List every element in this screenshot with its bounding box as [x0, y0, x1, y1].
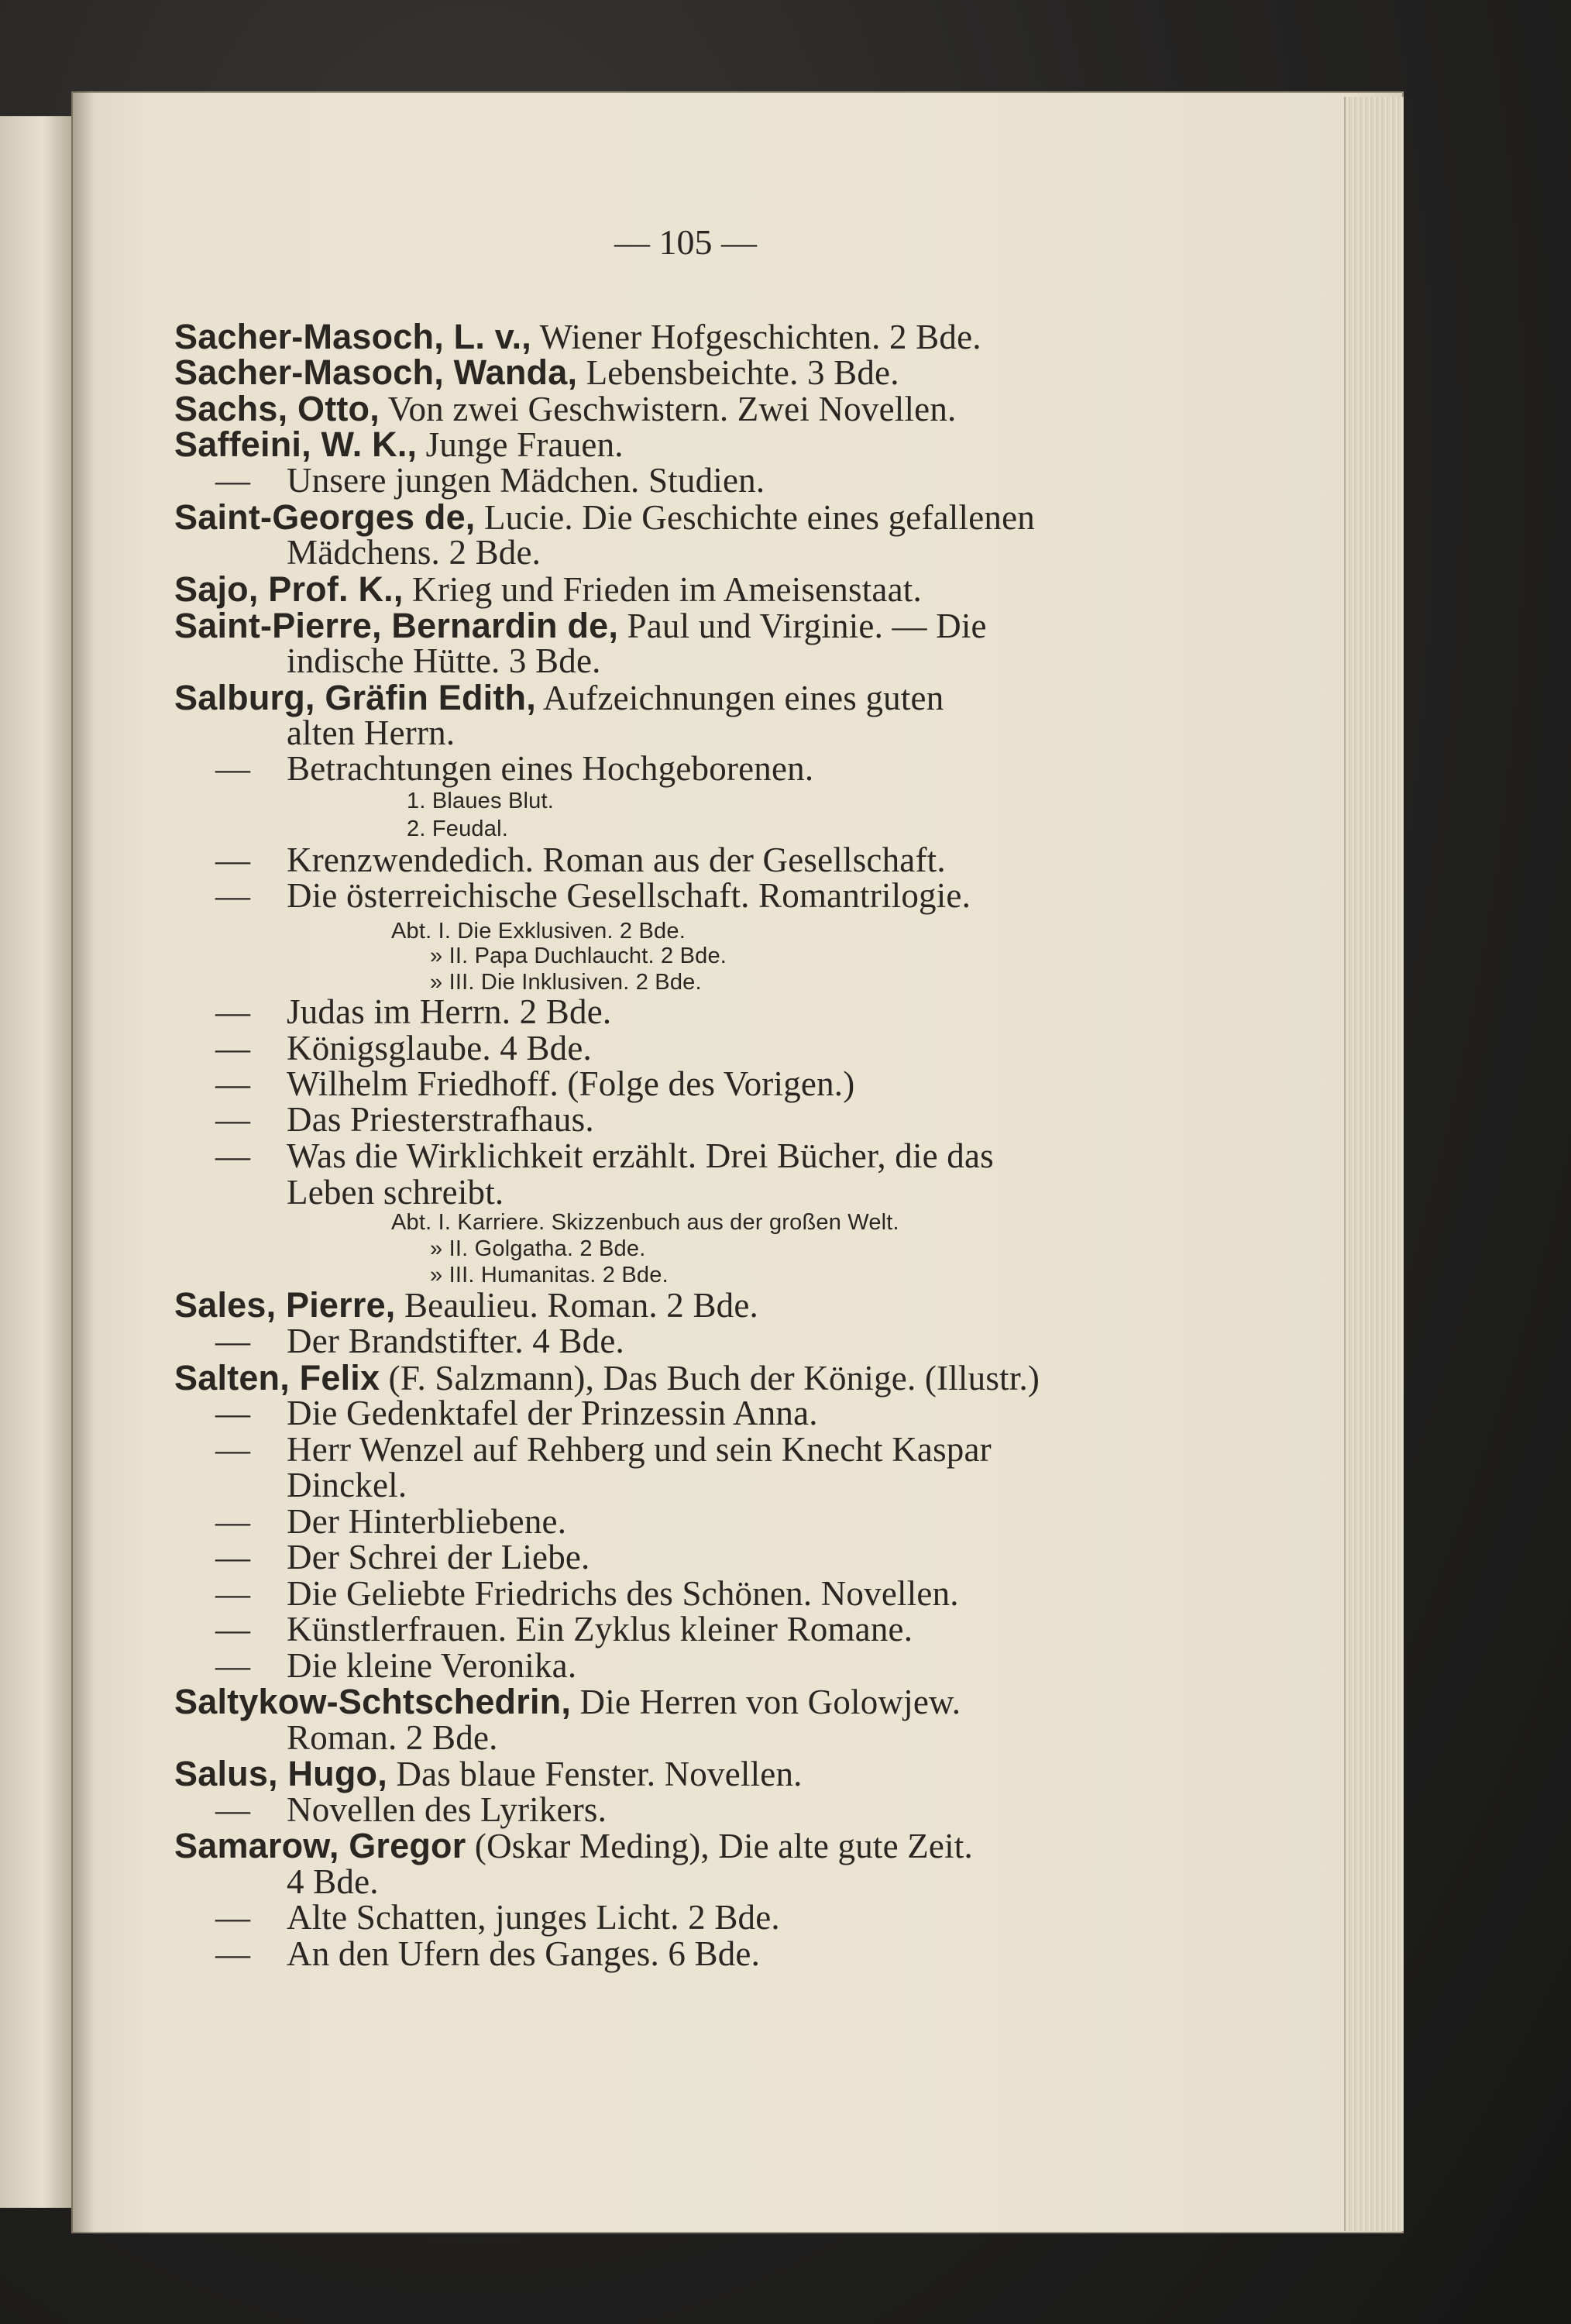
continuation-text: indische Hütte. 3 Bde. — [287, 641, 601, 680]
ditto-dash: — — [215, 1574, 251, 1613]
author-name: Sajo, Prof. K., — [174, 569, 404, 609]
title-text: Alte Schatten, junges Licht. 2 Bde. — [287, 1898, 780, 1937]
title-text: Die kleine Veronika. — [287, 1646, 577, 1685]
catalog-line — [287, 713, 455, 752]
author-name: Saltykow-Schtschedrin, — [174, 1682, 572, 1721]
ditto-dash: — — [215, 1136, 251, 1175]
catalog-line — [174, 427, 624, 462]
catalog-line — [174, 608, 987, 644]
ditto-dash: — — [215, 1610, 251, 1648]
catalog-line — [430, 1264, 669, 1287]
sub-entry: Abt. I. Die Exklusiven. 2 Bde. — [391, 919, 686, 944]
ditto-dash: — — [215, 1934, 251, 1973]
sub-entry: 1. Blaues Blut. — [407, 789, 554, 813]
title-text: Junge Frauen. — [417, 425, 624, 464]
author-name: Salburg, Gräfin Edith, — [174, 678, 536, 717]
author-name: Saint-Pierre, Bernardin de, — [174, 606, 619, 645]
continuation-text: Leben schreibt. — [287, 1173, 504, 1212]
catalog-line — [174, 319, 981, 355]
ditto-dash: — — [215, 1064, 251, 1103]
ditto-dash: — — [215, 1029, 251, 1067]
catalog-line — [174, 1360, 1040, 1396]
title-text: Die österreichische Gesellschaft. Romantrilogie. — [287, 876, 971, 915]
title-text: Das blaue Fenster. Novellen. — [387, 1755, 803, 1793]
ditto-dash: — — [215, 1100, 251, 1139]
catalog-line — [174, 391, 956, 427]
title-text: An den Ufern des Ganges. 6 Bde. — [287, 1934, 761, 1973]
ditto-dash: — — [215, 1322, 251, 1360]
catalog-line — [287, 1175, 504, 1210]
title-text: (Oskar Meding), Die alte gute Zeit. — [466, 1827, 973, 1865]
continuation-text: 4 Bde. — [287, 1862, 379, 1901]
author-name: Salus, Hugo, — [174, 1754, 387, 1793]
catalog-line — [407, 818, 508, 841]
title-text: Wiener Hofgeschichten. 2 Bde. — [531, 318, 981, 356]
title-text: Aufzeichnungen eines guten — [535, 679, 944, 717]
catalog-line — [287, 641, 601, 680]
ditto-dash: — — [215, 1502, 251, 1541]
catalog-line — [430, 971, 702, 994]
catalog-line — [174, 1684, 961, 1720]
title-text: Wilhelm Friedhoff. (Folge des Vorigen.) — [287, 1064, 855, 1103]
sub-entry: Abt. I. Karriere. Skizzenbuch aus der großen Welt. — [391, 1210, 899, 1235]
author-name: Sachs, Otto, — [174, 389, 380, 428]
catalog-line — [174, 569, 922, 609]
sub-entry: » II. Golgatha. 2 Bde. — [430, 1236, 646, 1261]
title-text: Künstlerfrauen. Ein Zyklus kleiner Romane. — [287, 1610, 913, 1648]
catalog-line — [287, 1468, 407, 1503]
sub-entry: » III. Die Inklusiven. 2 Bde. — [430, 970, 702, 995]
page-block-edges — [1344, 97, 1404, 2231]
ditto-dash: — — [215, 1790, 251, 1829]
title-text: Der Schrei der Liebe. — [287, 1538, 590, 1576]
title-text: Was die Wirklichkeit erzählt. Drei Bücher, die das — [287, 1136, 994, 1175]
title-text: Judas im Herrn. 2 Bde. — [287, 992, 612, 1031]
catalog-line — [430, 1238, 645, 1260]
author-name: Saffeini, W. K., — [174, 425, 418, 464]
spine-shadow — [71, 91, 95, 2233]
catalog-line — [174, 680, 944, 716]
ditto-dash: — — [215, 461, 251, 500]
continuation-text: Roman. 2 Bde. — [287, 1718, 498, 1757]
sub-entry: » II. Papa Duchlaucht. 2 Bde. — [430, 944, 727, 968]
title-text: Betrachtungen eines Hochgeborenen. — [287, 749, 814, 788]
page-number: — 105 — — [614, 222, 757, 262]
catalog-line — [287, 1718, 498, 1757]
author-name: Salten, Felix — [174, 1358, 380, 1397]
catalog-line — [174, 1756, 803, 1792]
catalog-line — [391, 920, 686, 943]
title-text: Krenzwendedich. Roman aus der Gesellschaft. — [287, 841, 946, 879]
title-text: Der Brandstifter. 4 Bde. — [287, 1322, 624, 1360]
title-text: Die Gedenktafel der Prinzessin Anna. — [287, 1394, 818, 1432]
author-name: Samarow, Gregor — [174, 1826, 466, 1865]
title-text: Beaulieu. Roman. 2 Bde. — [395, 1286, 758, 1325]
title-text: Lebensbeichte. 3 Bde. — [577, 353, 899, 392]
title-text: Krieg und Frieden im Ameisenstaat. — [403, 570, 922, 609]
title-text: Herr Wenzel auf Rehberg und sein Knecht Kaspar — [287, 1430, 992, 1469]
title-text: Die Geliebte Friedrichs des Schönen. Novellen. — [287, 1574, 959, 1613]
catalog-line — [174, 1828, 973, 1864]
ditto-dash: — — [215, 992, 251, 1031]
sub-entry: 2. Feudal. — [407, 816, 508, 841]
title-text: Von zwei Geschwistern. Zwei Novellen. — [379, 390, 957, 428]
catalog-line — [174, 1287, 758, 1323]
title-text: Paul und Virginie. — Die — [618, 607, 987, 645]
author-name: Sales, Pierre, — [174, 1285, 396, 1325]
catalog-line — [287, 1862, 379, 1901]
title-text: Der Hinterbliebene. — [287, 1502, 567, 1541]
catalog-line — [407, 790, 554, 813]
catalog-line — [391, 1212, 899, 1234]
continuation-text: Mädchens. 2 Bde. — [287, 533, 541, 572]
continuation-text: Dinckel. — [287, 1466, 407, 1504]
ditto-dash: — — [215, 1430, 251, 1469]
ditto-dash: — — [215, 841, 251, 879]
title-text: Unsere jungen Mädchen. Studien. — [287, 461, 765, 500]
title-text: Die Herren von Golowjew. — [571, 1683, 961, 1721]
author-name: Sacher-Masoch, L. v., — [174, 317, 532, 356]
ditto-dash: — — [215, 1394, 251, 1432]
title-text: Königsglaube. 4 Bde. — [287, 1029, 592, 1067]
ditto-dash: — — [215, 876, 251, 915]
ditto-dash: — — [215, 1646, 251, 1685]
ditto-dash: — — [215, 1898, 251, 1937]
ditto-dash: — — [215, 749, 251, 788]
catalog-line — [287, 535, 541, 570]
catalog-line — [174, 497, 1035, 537]
title-text: Novellen des Lyrikers. — [287, 1790, 607, 1829]
title-text: Das Priesterstrafhaus. — [287, 1100, 594, 1139]
title-text: (F. Salzmann), Das Buch der Könige. (Illustr.) — [380, 1359, 1040, 1397]
author-name: Sacher-Masoch, Wanda, — [174, 352, 578, 392]
title-text: Lucie. Die Geschichte eines gefallenen — [475, 498, 1035, 537]
author-name: Saint-Georges de, — [174, 497, 476, 537]
previous-page-edge — [0, 116, 74, 2208]
catalog-line — [430, 945, 727, 968]
catalog-line — [174, 352, 899, 392]
continuation-text: alten Herrn. — [287, 713, 455, 752]
sub-entry: » III. Humanitas. 2 Bde. — [430, 1263, 669, 1287]
ditto-dash: — — [215, 1538, 251, 1576]
